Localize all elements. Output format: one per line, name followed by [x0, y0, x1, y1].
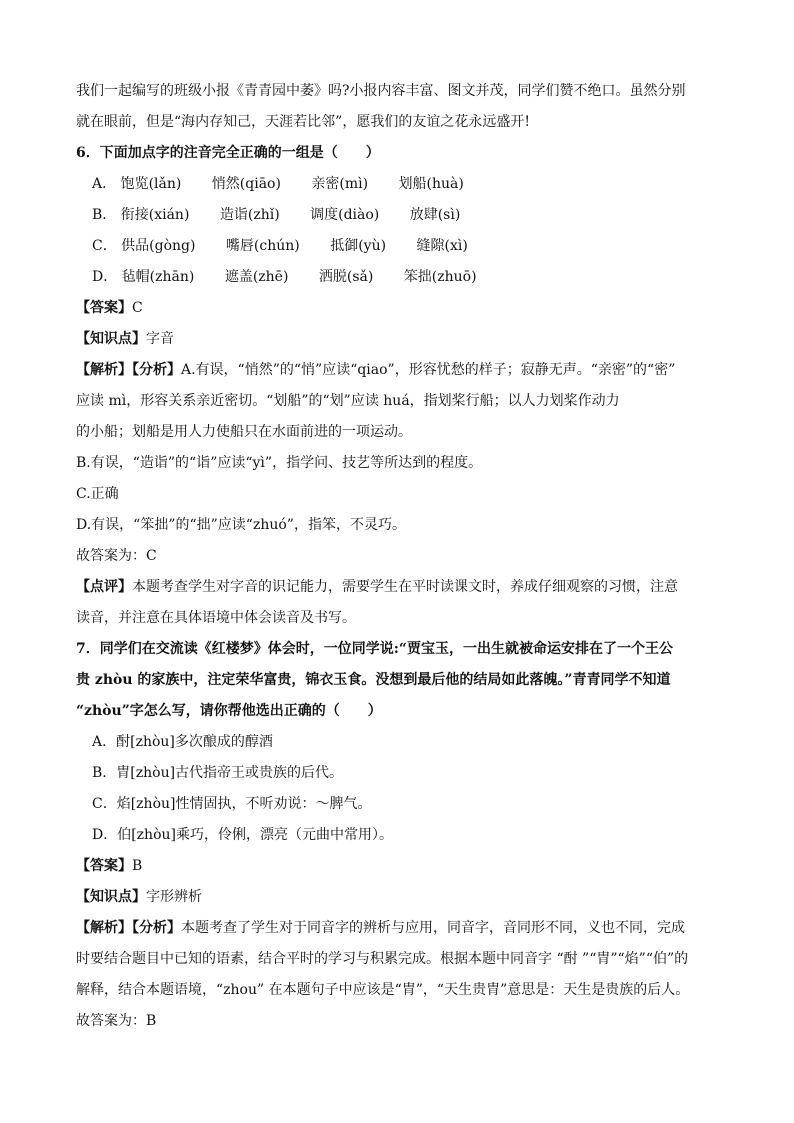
option-item: 供品(gòng) — [121, 238, 196, 254]
answer-tag: 【答案】 — [76, 300, 132, 316]
document-page — [76, 76, 720, 1037]
option-item: 造诣(zhǐ) — [219, 207, 280, 223]
option-label: C． — [92, 238, 117, 254]
q7-answer — [76, 851, 720, 882]
q6-final-answer: 故答案为：C — [76, 548, 157, 564]
q6-analysis-line — [76, 355, 720, 386]
option-item: 缝隙(xì) — [416, 238, 468, 254]
intro-line: 我们一起编写的班级小报《青青园中萎》吗?小报内容丰富、图文并茂，同学们赞不绝口。虽然分别 — [76, 83, 686, 99]
knowledge-point-tag: 【知识点】 — [76, 889, 146, 905]
option-item: 饱览(lǎn) — [120, 176, 182, 192]
q7-option-b: B．胄[zhòu]古代指帝王或贵族的后代。 — [92, 765, 344, 781]
analysis-text: A.有误，“悄然”的“悄”应读“qiao”，形容忧愁的样子；寂静无声。“亲密”的“密” — [181, 362, 676, 378]
answer-value: C — [132, 300, 143, 316]
q6-option-c — [76, 231, 720, 262]
q7-final-answer: 故答案为：B — [76, 1013, 157, 1029]
q6-analysis-line: 应读 mì，形容关系亲近密切。“划船”的“划”应读 huá，指划桨行船；以人力划桨作动力 — [76, 393, 620, 409]
q6-option-d — [76, 262, 720, 293]
q6-analysis-d: D.有误，“笨拙”的“拙”应读“zhuó”，指笨，不灵巧。 — [76, 517, 406, 533]
q6-analysis-line: 的小船；划船是用人力使船只在水面前进的一项运动。 — [76, 424, 412, 440]
analysis-tag: 【解析】【分析】 — [76, 362, 181, 378]
knowledge-point-value: 字形辨析 — [146, 889, 202, 905]
option-item: 亲密(mì) — [311, 176, 369, 192]
answer-tag: 【答案】 — [76, 858, 132, 874]
q6-option-b — [76, 200, 720, 231]
q7-option-d: D．伯[zhòu]乘巧，伶俐，漂亮（元曲中常用）。 — [92, 827, 393, 843]
option-item: 衔接(xián) — [120, 207, 190, 223]
option-label: D． — [92, 269, 118, 285]
q7-analysis-line: 解释，结合本题语境，“zhou” 在本题句子中应该是“胄”，“天生贵胄”意思是：天生是贵族的后人。 — [76, 982, 690, 998]
answer-value: B — [132, 858, 143, 874]
option-label: B． — [92, 207, 117, 223]
option-item: 划船(huà) — [398, 176, 464, 192]
q6-knowledge-point — [76, 324, 720, 355]
q6-analysis-c: C.正确 — [76, 486, 119, 502]
option-item: 嘴唇(chún) — [225, 238, 300, 254]
option-item: 洒脱(sǎ) — [318, 269, 374, 285]
analysis-tag: 【解析】【分析】 — [76, 920, 181, 936]
q7-option-a: A．酎[zhòu]多次酿成的醇酒 — [92, 734, 273, 750]
option-item: 抵御(yù) — [330, 238, 387, 254]
q7-knowledge-point — [76, 882, 720, 913]
option-item: 调度(diào) — [310, 207, 380, 223]
knowledge-point-tag: 【知识点】 — [76, 331, 146, 347]
intro-line: 就在眼前，但是“海内存知己，天涯若比邻”，愿我们的友谊之花永远盛开! — [76, 114, 530, 130]
q7-analysis-line — [76, 913, 720, 944]
question-7-stem: “zhòu”字怎么写，请你帮他选出正确的（ ） — [76, 703, 382, 719]
option-item: 遮盖(zhē) — [224, 269, 289, 285]
question-7-stem: 7．同学们在交流读《红楼梦》体会时，一位同学说:“贾宝玉，一出生就被命运安排在了一个王公 — [76, 641, 673, 657]
question-6-stem: 6．下面加点字的注音完全正确的一组是（ ） — [76, 145, 380, 161]
comment-tag: 【点评】 — [76, 579, 132, 595]
option-item: 放肆(sì) — [409, 207, 461, 223]
q6-option-a — [76, 169, 720, 200]
q7-analysis-line: 时要结合题目中已知的语素，结合平时的学习与积累完成。根据本题中同音字 “酎 ”“胄”“焰”“伯”的 — [76, 951, 689, 967]
q6-comment-line: 读音，并注意在具体语境中体会读音及书写。 — [76, 610, 356, 626]
q6-answer — [76, 293, 720, 324]
q6-comment-line — [76, 572, 720, 603]
option-item: 悄然(qiāo) — [211, 176, 281, 192]
comment-text: 本题考查学生对字音的识记能力，需要学生在平时读课文时，养成仔细观察的习惯，注意 — [132, 579, 678, 595]
knowledge-point-value: 字音 — [146, 331, 174, 347]
option-label: A． — [92, 176, 117, 192]
option-item: 笨拙(zhuō) — [403, 269, 477, 285]
q6-analysis-b: B.有误，“造诣”的“诣”应读“yì”，指学问、技艺等所达到的程度。 — [76, 455, 483, 471]
question-7-stem: 贵 zhòu 的家族中，注定荣华富贵，锦衣玉食。没想到最后他的结局如此落魄。”青青同学不知道 — [76, 672, 671, 688]
analysis-text: 本题考查了学生对于同音字的辨析与应用，同音字，音同形不同，义也不同，完成 — [181, 920, 685, 936]
q7-option-c: C．焰[zhòu]性情固执，不听劝说：～脾气。 — [92, 796, 372, 812]
option-item: 毡帽(zhān) — [121, 269, 195, 285]
